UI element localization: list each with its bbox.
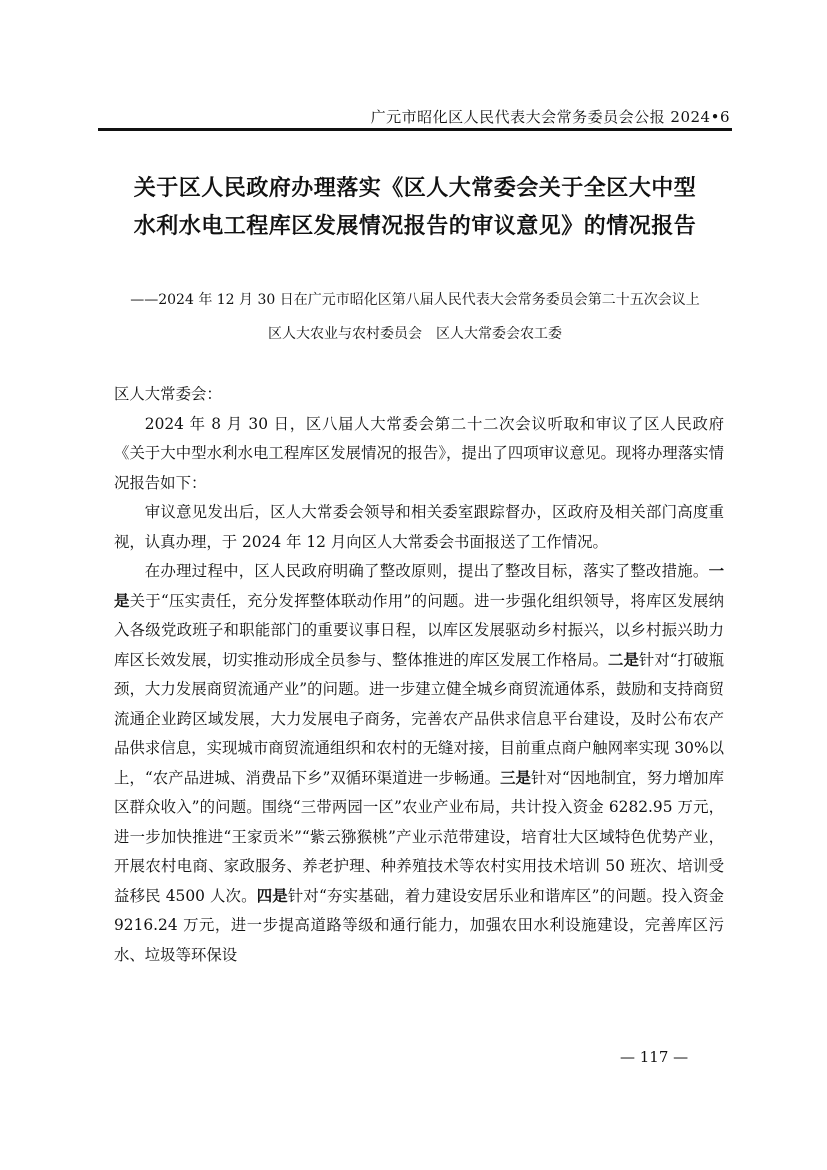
point-text-2: 针对“打破瓶颈，大力发展商贸流通产业”的问题。进一步建立健全城乡商贸流通体系，鼓励和支持商贸流通企业跨区域发展，大力发展电子商务，完善农产品供求信息平台建设，及时公布农产品供求信息，实现城市商贸流通组织和农村的无缝对接，目前重点商户触网率实现 30%以上，“农产品进城、消费品下乡”双循环渠道进一步畅通。	[114, 650, 724, 787]
title-line-2: 水利水电工程库区发展情况报告的审议意见》的情况报告	[133, 214, 697, 239]
point-text-4: 针对“夯实基础，着力建设安居乐业和谐库区”的问题。投入资金 9216.24 万元，进一步提高道路等级和通行能力，加强农田水利设施建设，完善库区污水、垃圾等环保设	[114, 886, 724, 964]
point-marker-2: 二是	[608, 650, 639, 669]
salutation: 区人大常委会：	[114, 385, 222, 403]
running-header: 广元市昭化区人民代表大会常务委员会公报 2024•6	[370, 108, 730, 126]
point-marker-1: 一是	[114, 562, 724, 610]
title-line-1: 关于区人民政府办理落实《区人大常委会关于全区大中型	[133, 176, 697, 201]
subtitle-line-2: 区人大农业与农村委员会 区人大常委会农工委	[268, 326, 562, 342]
document-title	[98, 170, 732, 246]
point-text-1: 关于“压实责任，充分发挥整体联动作用”的问题。进一步强化组织领导，将库区发展纳入各级党政班子和职能部门的重要议事日程，以库区发展驱动乡村振兴，以乡村振兴助力库区长效发展，切实推动形成全员参与、整体推进的库区发展工作格局。	[114, 591, 724, 669]
page-number: — 117 —	[620, 1048, 689, 1066]
header-rule	[98, 128, 732, 131]
paragraph-3	[114, 557, 724, 970]
subtitle-line-1: ——2024 年 12 月 30 日在广元市昭化区第八届人民代表大会常务委员会第二十五次会议上	[130, 292, 700, 308]
point-marker-3: 三是	[500, 768, 531, 787]
paragraph-1: 2024 年 8 月 30 日，区八届人大常委会第二十二次会议听取和审议了区人民政府《关于大中型水利水电工程库区发展情况的报告》，提出了四项审议意见。现将办理落实情况报告如下：	[114, 414, 724, 492]
document-body	[114, 380, 724, 970]
point-text-3: 针对“因地制宜，努力增加库区群众收入”的问题。围绕“三带两园一区”农业产业布局，共计投入资金 6282.95 万元，进一步加快推进“王家贡米”“紫云猕猴桃”产业示范带建设，培育壮大区域特色优势产业，开展农村电商、家政服务、养老护理、种养殖技术等农村实用技术培训 50 班次、培训受益移民 4500 人次。	[114, 768, 724, 905]
paragraph-2: 审议意见发出后，区人大常委会领导和相关委室跟踪督办，区政府及相关部门高度重视，认真办理，于 2024 年 12 月向区人大常委会书面报送了工作情况。	[114, 503, 724, 551]
document-subtitle	[98, 283, 732, 351]
paragraph-3-intro: 在办理过程中，区人民政府明确了整改原则，提出了整改目标，落实了整改措施。	[144, 562, 709, 580]
point-marker-4: 四是	[256, 886, 288, 905]
